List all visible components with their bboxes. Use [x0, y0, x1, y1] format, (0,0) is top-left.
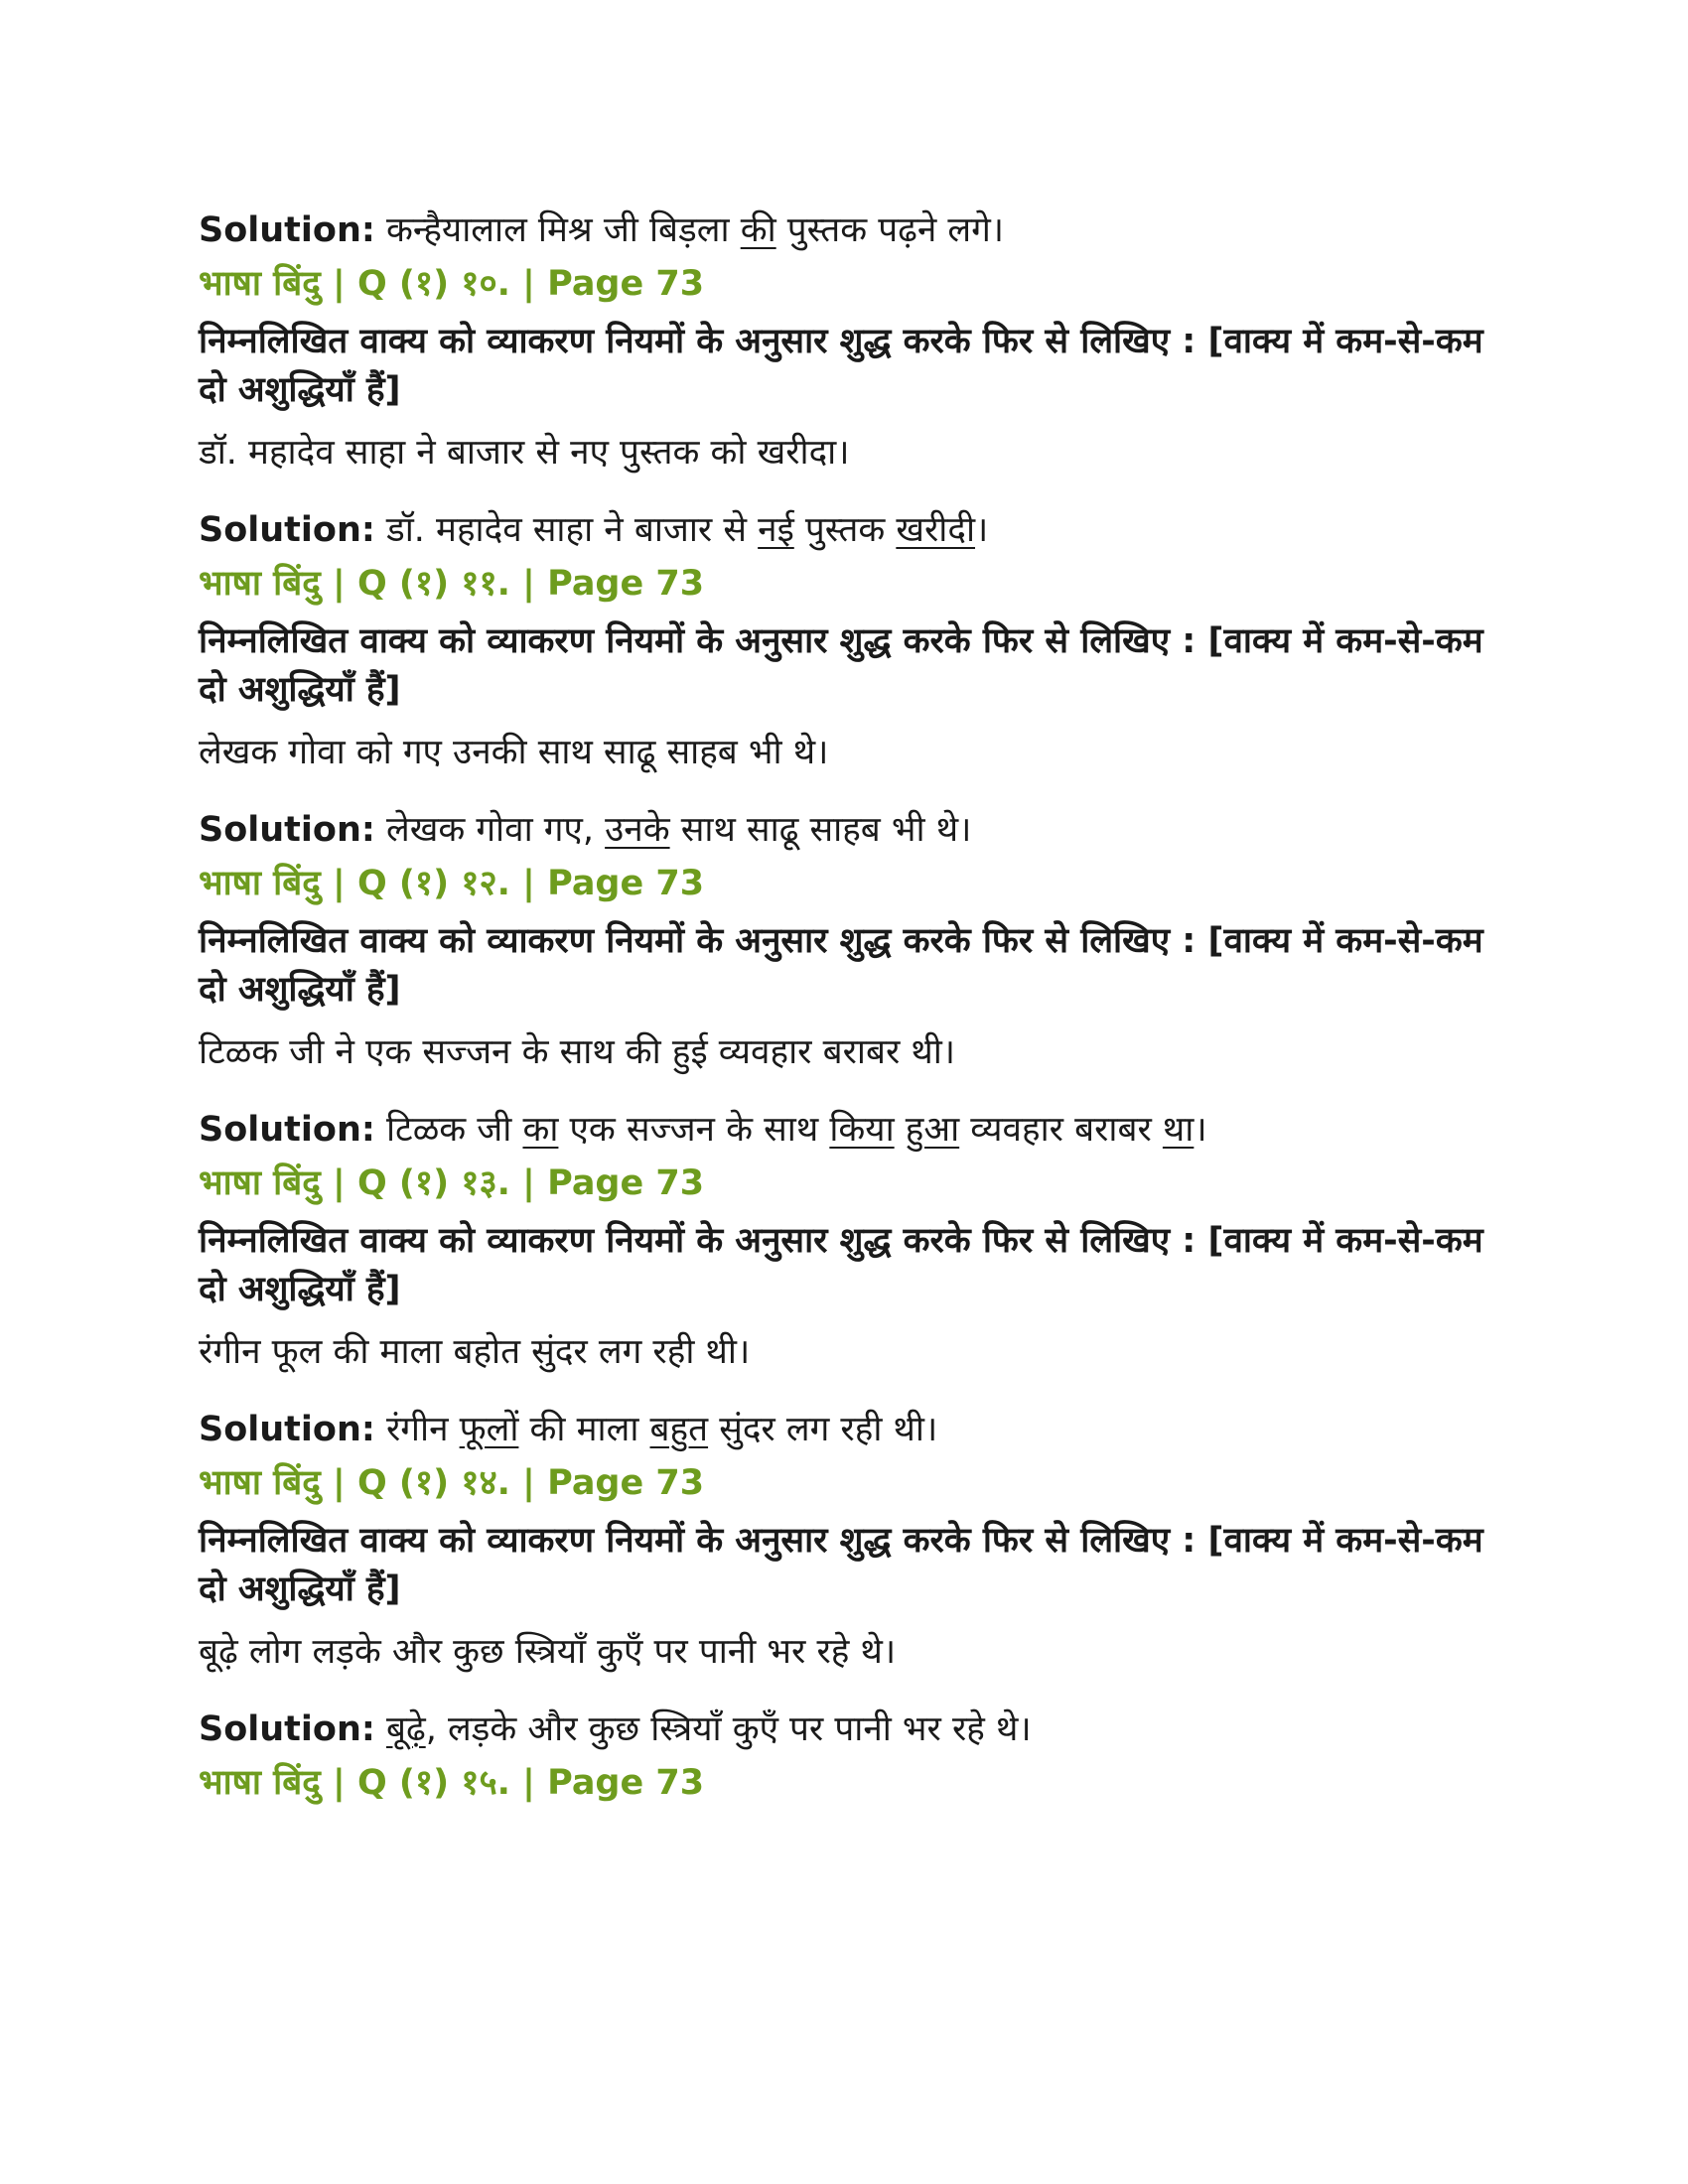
solution-label: Solution: [199, 810, 375, 850]
corrected-word: खरीदी [896, 510, 976, 550]
corrected-word: बूढ़े [386, 1709, 426, 1749]
solution-fragment: । [975, 510, 989, 550]
question-block [199, 1217, 1499, 1509]
corrected-word: फूलों [459, 1410, 519, 1449]
question-block [199, 1517, 1499, 1809]
solution-label: Solution: [199, 210, 375, 250]
corrected-word: किया [829, 1110, 895, 1150]
solution-fragment: रंगीन [374, 1410, 460, 1449]
solution-text [375, 1410, 937, 1449]
solution-fragment: सुंदर लग रही थी। [708, 1410, 938, 1449]
question-header: भाषा बिंदु | Q (१) १२. | Page 73 [199, 864, 705, 903]
solution-fragment [375, 1709, 386, 1749]
solution-fragment: लेखक गोवा गए, [374, 810, 606, 850]
question-header: भाषा बिंदु | Q (१) १५. | Page 73 [199, 1763, 705, 1803]
solution-text [375, 810, 971, 850]
question-header: भाषा बिंदु | Q (१) १३. | Page 73 [199, 1163, 705, 1203]
corrected-word: उनके [605, 810, 670, 850]
solution-line [199, 1404, 1499, 1455]
solution-text [375, 510, 988, 550]
solution-fragment: पुस्तक पढ़ने लगे। [775, 210, 1005, 250]
corrected-word: नई [758, 510, 794, 550]
question-instruction: निम्नलिखित वाक्य को व्याकरण नियमों के अनुसार शुद्ध करके फिर से लिखिए : [वाक्य में कम-से-कम दो अशुद्धियाँ हैं] [199, 322, 1483, 410]
solution-fragment: कन्हैयालाल मिश्र जी बिड़ला [374, 210, 741, 250]
question-sentence: लेखक गोवा को गए उनकी साथ साढू साहब भी थे। [199, 733, 829, 772]
solution-line [199, 504, 1499, 556]
corrected-word: था [1162, 1110, 1195, 1150]
solution-text [375, 1110, 1207, 1150]
solution-fragment: । [1194, 1110, 1207, 1150]
solution-fragment: व्यवहार बराबर [959, 1110, 1163, 1150]
solution-label: Solution: [199, 1709, 375, 1749]
solution-text [375, 1709, 1032, 1749]
solution-line [199, 205, 1499, 256]
question-sentence: टिळक जी ने एक सज्जन के साथ की हुई व्यवहार बराबर थी। [199, 1032, 956, 1072]
question-instruction: निम्नलिखित वाक्य को व्याकरण नियमों के अनुसार शुद्ध करके फिर से लिखिए : [वाक्य में कम-से-कम दो अशुद्धियाँ हैं] [199, 1221, 1483, 1309]
corrected-word: हुआ [905, 1110, 960, 1150]
solution-line [199, 1704, 1499, 1755]
solution-line [199, 1104, 1499, 1156]
question-header: भाषा बिंदु | Q (१) १०. | Page 73 [199, 264, 705, 304]
solution-fragment: टिळक जी [374, 1110, 523, 1150]
solution-label: Solution: [199, 1410, 375, 1449]
question-sentence: डॉ. महादेव साहा ने बाजार से नए पुस्तक को खरीदा। [199, 433, 850, 473]
solution-label: Solution: [199, 510, 375, 550]
question-block [199, 318, 1499, 610]
solution-fragment: साथ साढू साहब भी थे। [669, 810, 972, 850]
corrected-word: का [522, 1110, 559, 1150]
solution-text [375, 210, 1004, 250]
question-instruction: निम्नलिखित वाक्य को व्याकरण नियमों के अनुसार शुद्ध करके फिर से लिखिए : [वाक्य में कम-से-कम दो अशुद्धियाँ हैं] [199, 921, 1483, 1010]
question-sentence: रंगीन फूल की माला बहोत सुंदर लग रही थी। [199, 1332, 751, 1372]
question-header: भाषा बिंदु | Q (१) ११. | Page 73 [199, 564, 705, 604]
question-instruction: निम्नलिखित वाक्य को व्याकरण नियमों के अनुसार शुद्ध करके फिर से लिखिए : [वाक्य में कम-से-कम दो अशुद्धियाँ हैं] [199, 1521, 1483, 1609]
solution-label: Solution: [199, 1110, 375, 1150]
question-sentence: बूढ़े लोग लड़के और कुछ स्त्रियाँ कुएँ पर पानी भर रहे थे। [199, 1632, 897, 1672]
question-block [199, 617, 1499, 909]
solution-fragment [895, 1110, 906, 1150]
solution-fragment: एक सज्जन के साथ [558, 1110, 830, 1150]
corrected-word: बहुत [649, 1410, 709, 1449]
question-instruction: निम्नलिखित वाक्य को व्याकरण नियमों के अनुसार शुद्ध करके फिर से लिखिए : [वाक्य में कम-से-कम दो अशुद्धियाँ हैं] [199, 621, 1483, 710]
question-header: भाषा बिंदु | Q (१) १४. | Page 73 [199, 1463, 705, 1503]
question-list [199, 318, 1499, 1809]
question-block [199, 917, 1499, 1209]
solution-fragment: पुस्तक [793, 510, 897, 550]
solution-line [199, 804, 1499, 856]
solution-fragment: डॉ. महादेव साहा ने बाजार से [374, 510, 759, 550]
solution-fragment: , लड़के और कुछ स्त्रियाँ कुएँ पर पानी भर रहे थे। [425, 1709, 1032, 1749]
solution-fragment: की माला [518, 1410, 650, 1449]
corrected-word: की [740, 210, 776, 250]
